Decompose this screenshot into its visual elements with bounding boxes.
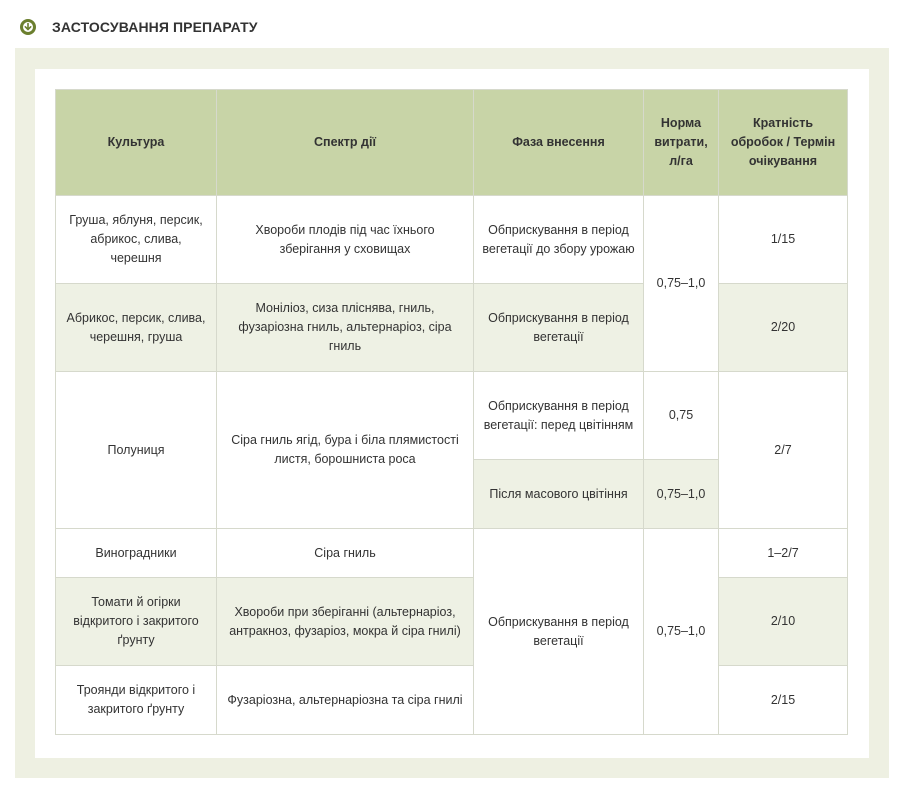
cell-spectrum: Хвороби плодів під час їхнього зберігання у сховищах [217, 196, 474, 284]
table-header-row [56, 90, 848, 196]
table-row [56, 196, 848, 284]
cell-spectrum: Сіра гниль [217, 529, 474, 578]
cell-phase: Обприскування в період вегетації [474, 284, 644, 372]
cell-multiplicity: 1/15 [719, 196, 848, 284]
cell-rate: 0,75–1,0 [644, 529, 719, 735]
cell-multiplicity: 2/15 [719, 666, 848, 735]
col-header-spectrum: Спектр дії [217, 90, 474, 196]
section-header[interactable] [20, 15, 258, 39]
table-row [56, 284, 848, 372]
application-table [55, 89, 848, 735]
cell-phase: Обприскування в період вегетації [474, 529, 644, 735]
cell-culture: Троянди відкритого і закритого ґрунту [56, 666, 217, 735]
download-circle-icon[interactable] [20, 19, 36, 35]
col-header-culture: Культура [56, 90, 217, 196]
table-row [56, 372, 848, 460]
cell-rate: 0,75 [644, 372, 719, 460]
cell-culture: Томати й огірки відкритого і закритого ґрунту [56, 578, 217, 666]
table-row [56, 666, 848, 735]
table-row [56, 578, 848, 666]
cell-multiplicity: 2/20 [719, 284, 848, 372]
cell-multiplicity: 2/7 [719, 372, 848, 529]
col-header-rate: Норма витрати, л/га [644, 90, 719, 196]
cell-rate: 0,75–1,0 [644, 196, 719, 372]
table-row [56, 529, 848, 578]
section-title: ЗАСТОСУВАННЯ ПРЕПАРАТУ [52, 19, 258, 35]
table-panel [35, 69, 869, 758]
cell-multiplicity: 2/10 [719, 578, 848, 666]
cell-phase: Обприскування в період вегетації: перед цвітінням [474, 372, 644, 460]
cell-culture: Абрикос, персик, слива, черешня, груша [56, 284, 217, 372]
cell-spectrum: Сіра гниль ягід, бура і біла плямистості листя, борошниста роса [217, 372, 474, 529]
cell-rate: 0,75–1,0 [644, 460, 719, 529]
cell-phase: Обприскування в період вегетації до збору урожаю [474, 196, 644, 284]
cell-spectrum: Фузаріозна, альтернаріозна та сіра гнилі [217, 666, 474, 735]
cell-culture: Полуниця [56, 372, 217, 529]
cell-spectrum: Моніліоз, сиза пліснява, гниль, фузаріозна гниль, альтернаріоз, сіра гниль [217, 284, 474, 372]
col-header-multiplicity: Кратність обробок / Термін очікування [719, 90, 848, 196]
cell-culture: Виноградники [56, 529, 217, 578]
table-frame [15, 48, 889, 778]
cell-multiplicity: 1–2/7 [719, 529, 848, 578]
col-header-phase: Фаза внесення [474, 90, 644, 196]
cell-culture: Груша, яблуня, персик, абрикос, слива, черешня [56, 196, 217, 284]
cell-phase: Після масового цвітіння [474, 460, 644, 529]
cell-spectrum: Хвороби при зберіганні (альтернаріоз, антракноз, фузаріоз, мокра й сіра гнилі) [217, 578, 474, 666]
